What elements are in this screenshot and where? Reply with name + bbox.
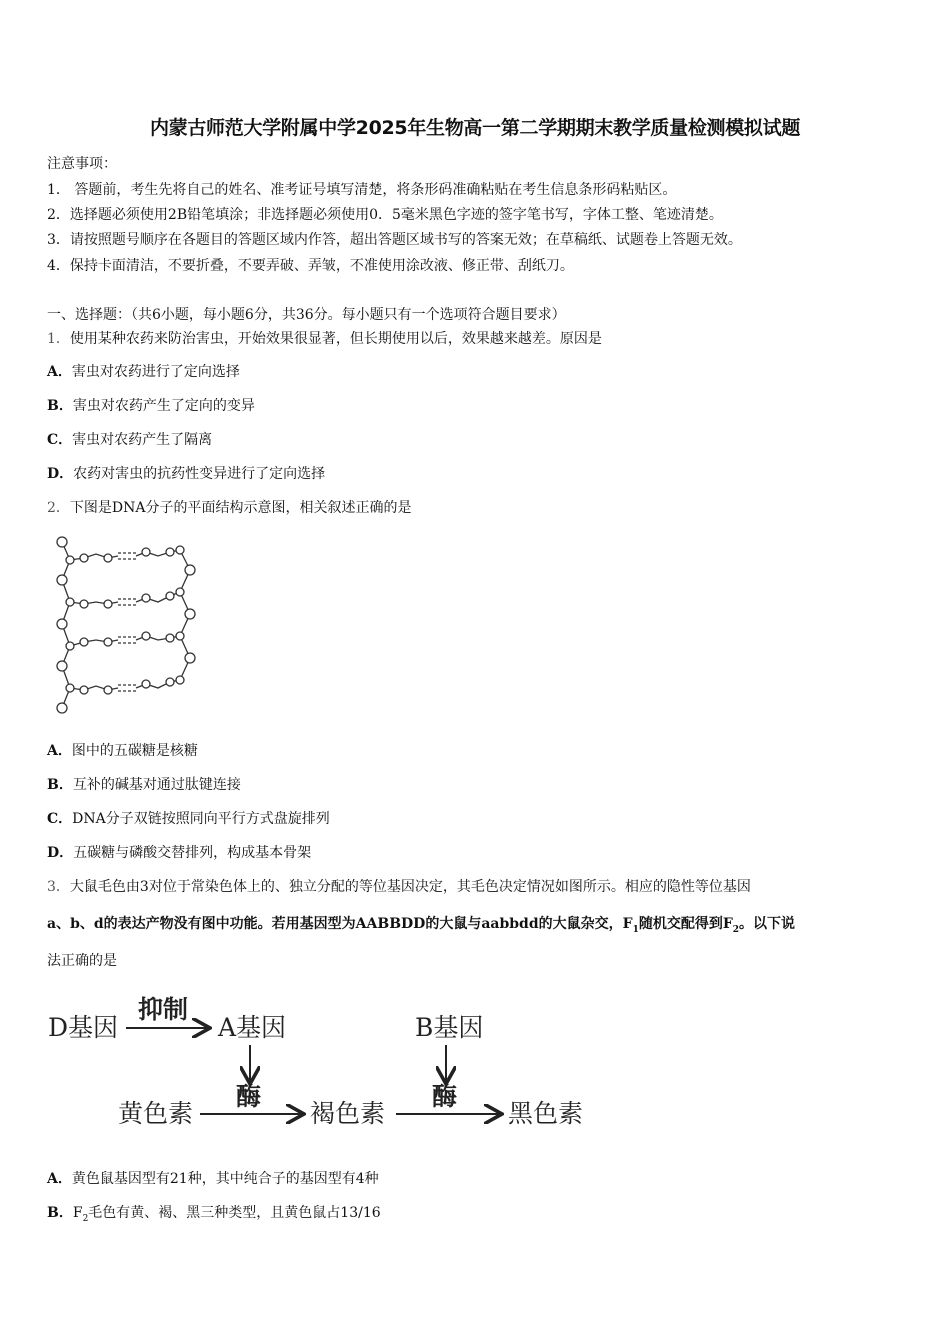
question-3-stem <box>47 876 751 896</box>
question-text: 使用某种农药来防治害虫，开始效果很显著，但长期使用以后，效果越来越差。原因是 <box>69 331 602 347</box>
option-d: D．五碳糖与磷酸交替排列，构成基本骨架 <box>47 845 312 861</box>
option-b: B．害虫对农药产生了定向的变异 <box>47 398 255 414</box>
option-a: A．黄色鼠基因型有21种，其中纯合子的基因型有4种 <box>47 1171 379 1187</box>
option-b: B．互补的碱基对通过肽键连接 <box>47 777 241 793</box>
notice-item: 4．保持卡面清洁，不要折叠，不要弄破、弄皱，不准使用涂改液、修正带、刮纸刀。 <box>47 258 574 274</box>
option-c: C．害虫对农药产生了隔离 <box>47 432 213 448</box>
question-number: 3． <box>47 879 70 895</box>
yellow-pigment-label: 黄色素 <box>118 1099 194 1128</box>
option-d: D．农药对害虫的抗药性变异进行了定向选择 <box>47 466 326 482</box>
inhibit-label: 抑制 <box>138 995 189 1024</box>
section-heading: 一、选择题：（共6小题，每小题6分，共36分。每小题只有一个选项符合题目要求） <box>47 307 566 323</box>
b-gene-label: B基因 <box>415 1013 484 1042</box>
d-gene-label: D基因 <box>48 1013 119 1042</box>
enzyme-label: 酶 <box>236 1082 262 1111</box>
notice-item: 1． 答题前，考生先将自己的姓名、准考证号填写清楚，将条形码准确粘贴在考生信息条形码粘贴区。 <box>47 182 677 198</box>
question-number: 1． <box>47 331 70 347</box>
option-c: C．DNA分子双链按照同向平行方式盘旋排列 <box>47 811 330 827</box>
enzyme-label: 酶 <box>432 1082 458 1111</box>
coat-color-pathway-diagram <box>40 990 610 1140</box>
option-a: A．图中的五碳糖是核糖 <box>47 743 198 759</box>
a-gene-label: A基因 <box>218 1013 287 1042</box>
page-title: 内蒙古师范大学附属中学2025年生物高一第二学期期末教学质量检测模拟试题 <box>149 117 801 139</box>
option-b: B．$F_2$毛色有黄、褐、黑三种类型，且黄色鼠占13/16 <box>47 1205 381 1224</box>
option-a: A．害虫对农药进行了定向选择 <box>47 364 240 380</box>
notice-heading: 注意事项： <box>47 156 117 172</box>
notice-item: 2．选择题必须使用2B铅笔填涂；非选择题必须使用0．5毫米黑色字迹的签字笔书写，字体工整、笔迹清楚。 <box>47 207 723 223</box>
question-number: 2． <box>47 500 70 516</box>
notice-item: 3．请按照题号顺序在各题目的答题区域内作答，超出答题区域书写的答案无效；在草稿纸、试题卷上答题无效。 <box>47 232 742 248</box>
question-text: 大鼠毛色由3对位于常染色体上的、独立分配的等位基因决定，其毛色决定情况如图所示。相应的隐性等位基因 <box>69 879 751 895</box>
question-text: 下图是DNA分子的平面结构示意图，相关叙述正确的是 <box>69 500 412 516</box>
brown-pigment-label: 褐色素 <box>310 1099 386 1128</box>
question-3-stem-end: 法正确的是 <box>47 953 117 969</box>
black-pigment-label: 黑色素 <box>508 1099 584 1128</box>
dna-structure-diagram <box>48 530 208 715</box>
question-3-stem-cont: a、b、d的表达产物没有图中功能。若用基因型为AABBDD的大鼠与aabbdd的大鼠杂交，$F_1$随机交配得到$F_2$。以下说 <box>47 916 796 935</box>
question-1-stem <box>47 328 602 348</box>
question-2-stem <box>47 497 412 517</box>
